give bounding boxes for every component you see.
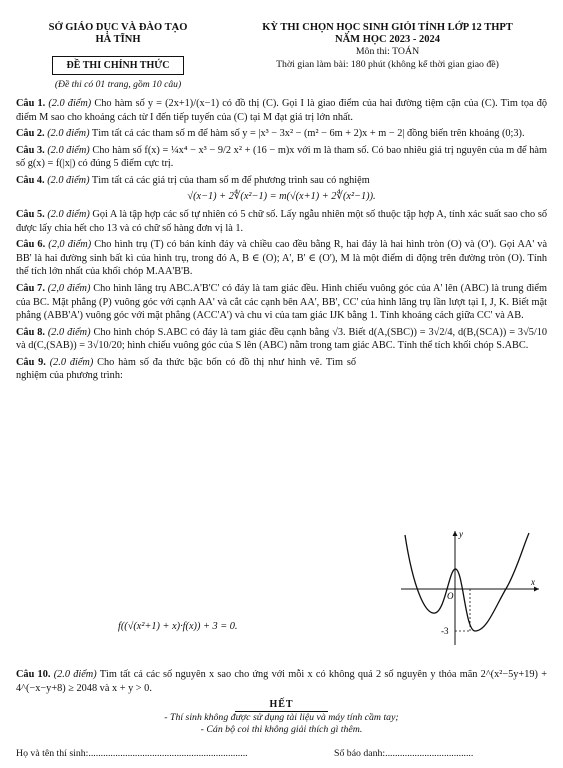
question-text: Tìm tất cả các tham số m để hàm số y = |x³ − 3x² − (m² − 6m + 2)x + m − 2| đồng biến trên khoảng (0;3). <box>91 128 525 140</box>
question-text: Gọi A là tập hợp các số tự nhiên có 5 chữ số. Lấy ngẫu nhiên một số thuộc tập hợp A, tính xác suất sao cho số được lấy chia hết cho 13 và có chữ số hàng đơn vị là 1. <box>16 209 547 234</box>
question-text: Tìm tất cả các số nguyên x sao cho ứng với mỗi x có không quá 2 số nguyên y thỏa mãn 2^(x²−5y+19) + 4^(−x−y+8) ≥ 2048 và x + y > 0. <box>16 669 548 694</box>
end-section <box>0 698 563 737</box>
end-note-1: - Thí sinh không được sử dụng tài liệu và máy tính cầm tay; <box>164 712 399 724</box>
q4-equation: √(x−1) + 2∜(x²−1) = m(√(x+1) + 2∜(x²−1)). <box>187 191 376 203</box>
y-axis-label: y <box>459 529 463 539</box>
questions-body <box>16 97 547 386</box>
question-9 <box>16 356 356 383</box>
question-8 <box>16 326 547 353</box>
question-label: Câu 1. <box>16 98 46 109</box>
origin-label: O <box>447 591 454 601</box>
question-points: (2.0 điểm) <box>47 128 90 140</box>
candidate-name-dots: ................................................................. <box>88 748 248 759</box>
candidate-name-label: Họ và tên thí sinh: <box>16 748 89 759</box>
question-points: (2.0 điểm) <box>48 98 92 109</box>
min-value-label: -3 <box>441 626 449 636</box>
question-label: Câu 8. <box>16 326 45 338</box>
question-7 <box>16 282 547 323</box>
question-label: Câu 7. <box>16 282 45 294</box>
question-text: Tìm tất cả các giá trị của tham số m để phương trình sau có nghiệm <box>91 174 370 186</box>
department-line1: SỞ GIÁO DỤC VÀ ĐÀO TẠO <box>48 22 188 33</box>
question-4 <box>16 174 547 188</box>
function-curve <box>405 533 529 631</box>
quartic-graph <box>395 527 545 647</box>
candidate-id-label: Số báo danh: <box>334 748 386 759</box>
candidate-id-dots: .................................... <box>385 748 474 759</box>
x-axis-label: x <box>531 577 535 587</box>
question-points: (2.0 điểm) <box>47 144 90 156</box>
question-2 <box>16 127 547 141</box>
q9-equation: f((√(x²+1) + x)·f(x)) + 3 = 0. <box>118 621 238 632</box>
question-10 <box>16 668 547 695</box>
department-line2: HÀ TĨNH <box>95 34 141 46</box>
question-points: (2.0 điểm) <box>47 174 90 186</box>
question-text: Cho hàm số đa thức bậc bốn có đồ thị như hình vẽ. Tìm số nghiệm của phương trình: <box>16 356 357 382</box>
end-marker: HẾT <box>235 698 327 712</box>
question-points: (2,0 điểm) <box>47 282 91 294</box>
question-label: Câu 5. <box>16 209 45 221</box>
question-3 <box>16 144 547 171</box>
header-right <box>225 22 550 72</box>
question-text: Cho hàm số f(x) = ¼x⁴ − x³ − 9/2 x² + (16 − m)x với m là tham số. Có bao nhiêu giá trị nguyên của m để hàm số g(x) = f(|x|) có đúng 5 điểm cực trị. <box>16 144 547 170</box>
exam-time: Thời gian làm bài: 180 phút (không kể thời gian giao đề) <box>276 59 499 71</box>
question-label: Câu 6. <box>16 239 46 251</box>
question-points: (2.0 điểm) <box>53 669 97 680</box>
x-axis-arrow <box>534 587 539 592</box>
question-label: Câu 3. <box>16 144 45 156</box>
question-text: Cho hàm số y = (2x+1)/(x−1) có đồ thị (C). Gọi I là giao điểm của hai đường tiệm cận của (C). Tìm tọa độ điểm M sao cho khoảng cách từ I đến tiếp tuyến của (C) tại M đạt giá trị lớn nhất. <box>16 98 547 123</box>
question-label: Câu 4. <box>16 174 45 186</box>
question-points: (2.0 điểm) <box>49 356 94 368</box>
school-year: NĂM HỌC 2023 - 2024 <box>335 34 440 46</box>
question-text: Cho hình chóp S.ABC có đáy là tam giác đều cạnh bằng √3. Biết d(A,(SBC)) = 3√2/4, d(B,(SCA)) = 3√5/10 và d(C,(SAB)) = 3√10/20; hình chiếu vuông góc của S lên (ABC) nằm trong tam giác ABC. Tính thể tích khối chóp S.ABC. <box>16 326 548 352</box>
question-6 <box>16 238 547 279</box>
end-note-2: - Cán bộ coi thi không giải thích gì thêm. <box>200 724 363 736</box>
y-axis-arrow <box>453 531 458 536</box>
question-points: (2,0 điểm) <box>48 239 92 251</box>
question-1 <box>16 97 547 124</box>
official-label: ĐỀ THI CHÍNH THỨC <box>52 56 185 75</box>
exam-title: KỲ THI CHỌN HỌC SINH GIỎI TỈNH LỚP 12 THPT <box>262 22 513 33</box>
question-text: Cho hình lăng trụ ABC.A'B'C' có đáy là tam giác đều. Hình chiếu vuông góc của A' lên (ABC) là trung điểm của BC. Mặt phẳng (P) vuông góc với cạnh AA' và cắt các cạnh bên AA', BB', CC' của hình lăng trụ lần lượt tại I, J, K. Biết mặt phẳng (ABB'A') vuông góc với mặt phẳng (ACC'A') và chu vi của tam giác IJK bằng 1. Tính khoảng cách giữa CC' và AB. <box>16 282 548 322</box>
question-label: Câu 10. <box>16 669 51 680</box>
header-left <box>18 22 218 92</box>
question-points: (2.0 điểm) <box>47 326 91 338</box>
question-5 <box>16 208 547 235</box>
question-points: (2.0 điểm) <box>47 209 90 221</box>
footer <box>16 748 547 761</box>
question-text: Cho hình trụ (T) có bán kính đáy và chiều cao đều bằng R, hai đáy là hai hình tròn (O) và (O'). Gọi AA' và BB' là hai đường sinh bất kì của hình trụ, trong đó A, B ∈ (O); A', B' ∈ (O'), M là một điểm di động trên đường tròn (O). Tính thể tích lớn nhất của khối chóp M.AA'B'B. <box>16 239 548 278</box>
question-label: Câu 9. <box>16 356 46 368</box>
question-label: Câu 2. <box>16 128 45 140</box>
subject: Môn thi: TOÁN <box>355 46 420 58</box>
page-note: (Đề thi có 01 trang, gồm 10 câu) <box>54 79 182 91</box>
